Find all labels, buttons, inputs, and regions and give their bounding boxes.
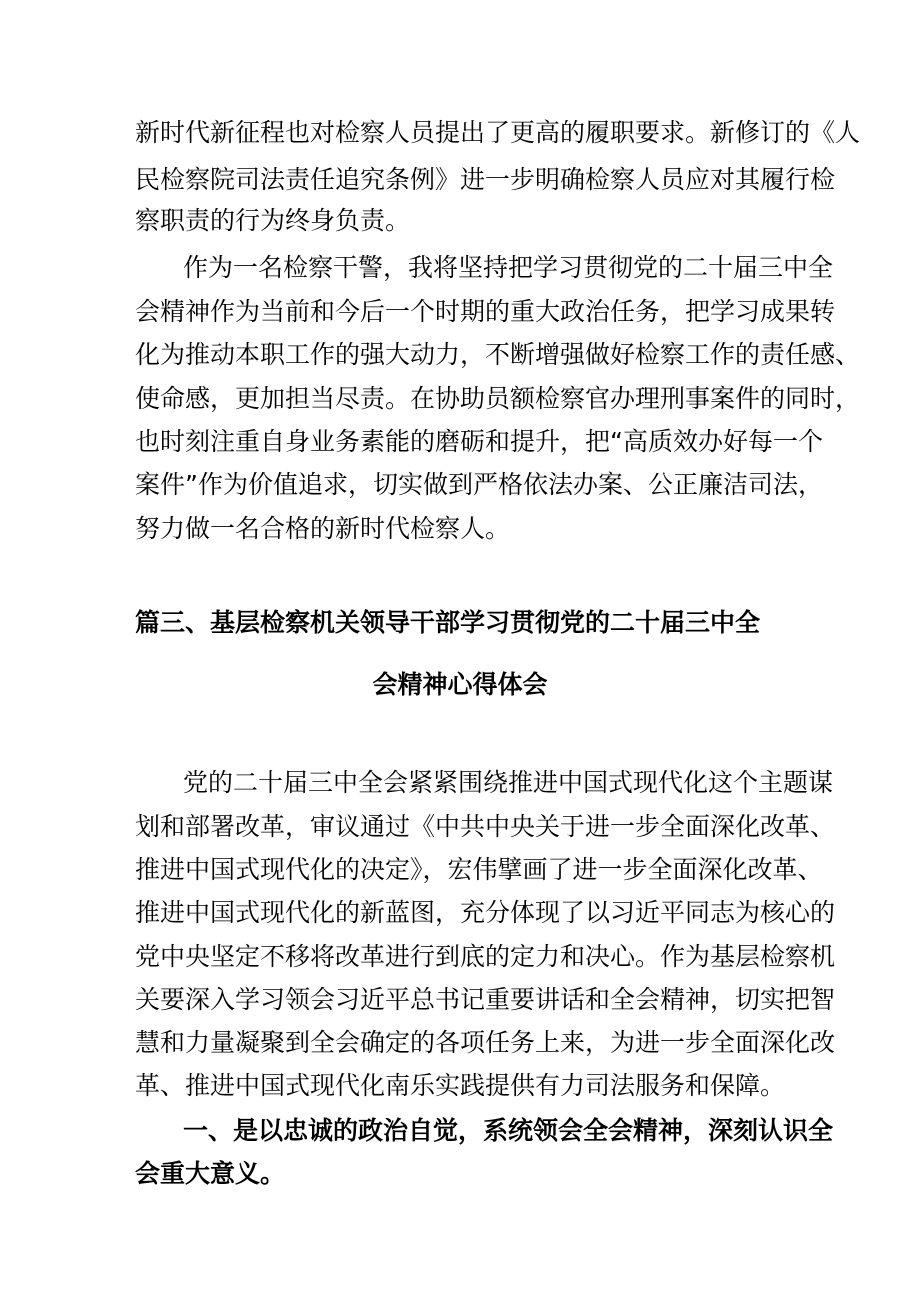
text-line: 推进中国式现代化的决定》，宏伟擘画了进一步全面深化改革、 bbox=[135, 855, 823, 884]
text-line: 努力做一名合格的新时代检察人。 bbox=[135, 514, 511, 543]
text-line: 推进中国式现代化的新蓝图，充分体现了以习近平同志为核心的 bbox=[135, 898, 836, 927]
heading-line: 会精神心得体会 bbox=[372, 670, 548, 699]
text-line: 慧和力量凝聚到全会确定的各项任务上来，为进一步全面深化改 bbox=[135, 1028, 836, 1057]
subheading-line: 一、是以忠诚的政治自觉，系统领会全会精神，深刻认识全 bbox=[183, 1116, 834, 1145]
text-line: 察职责的行为终身负责。 bbox=[135, 206, 411, 235]
text-line: 也时刻注重自身业务素能的磨砺和提升，把“高质效办好每一个 bbox=[135, 427, 823, 456]
subheading-line: 会重大意义。 bbox=[135, 1159, 286, 1188]
text-line: 会精神作为当前和今后一个时期的重大政治任务，把学习成果转 bbox=[135, 297, 836, 326]
text-line: 划和部署改革，审议通过《中共中央关于进一步全面深化改革、 bbox=[135, 812, 836, 841]
text-line: 党中央坚定不移将改革进行到底的定力和决心。作为基层检察机 bbox=[135, 942, 836, 971]
heading-line: 篇三、基层检察机关领导干部学习贯彻党的二十届三中全 bbox=[135, 608, 761, 637]
text-line: 关要深入学习领会习近平总书记重要讲话和全会精神，切实把智 bbox=[135, 985, 836, 1014]
text-line: 案件”作为价值追求，切实做到严格依法办案、公正廉洁司法， bbox=[135, 470, 823, 499]
text-line: 民检察院司法责任追究条例》进一步明确检察人员应对其履行检 bbox=[135, 165, 836, 194]
text-line: 化为推动本职工作的强大动力，不断增强做好检察工作的责任感、 bbox=[135, 340, 861, 369]
text-line: 新时代新征程也对检察人员提出了更高的履职要求。新修订的《人 bbox=[135, 118, 861, 147]
text-line: 作为一名检察干警，我将坚持把学习贯彻党的二十届三中全 bbox=[183, 253, 834, 282]
text-line: 党的二十届三中全会紧紧围绕推进中国式现代化这个主题谋 bbox=[183, 768, 834, 797]
text-line: 革、推进中国式现代化南乐实践提供有力司法服务和保障。 bbox=[135, 1071, 786, 1100]
text-line: 使命感，更加担当尽责。在协助员额检察官办理刑事案件的同时， bbox=[135, 384, 861, 413]
